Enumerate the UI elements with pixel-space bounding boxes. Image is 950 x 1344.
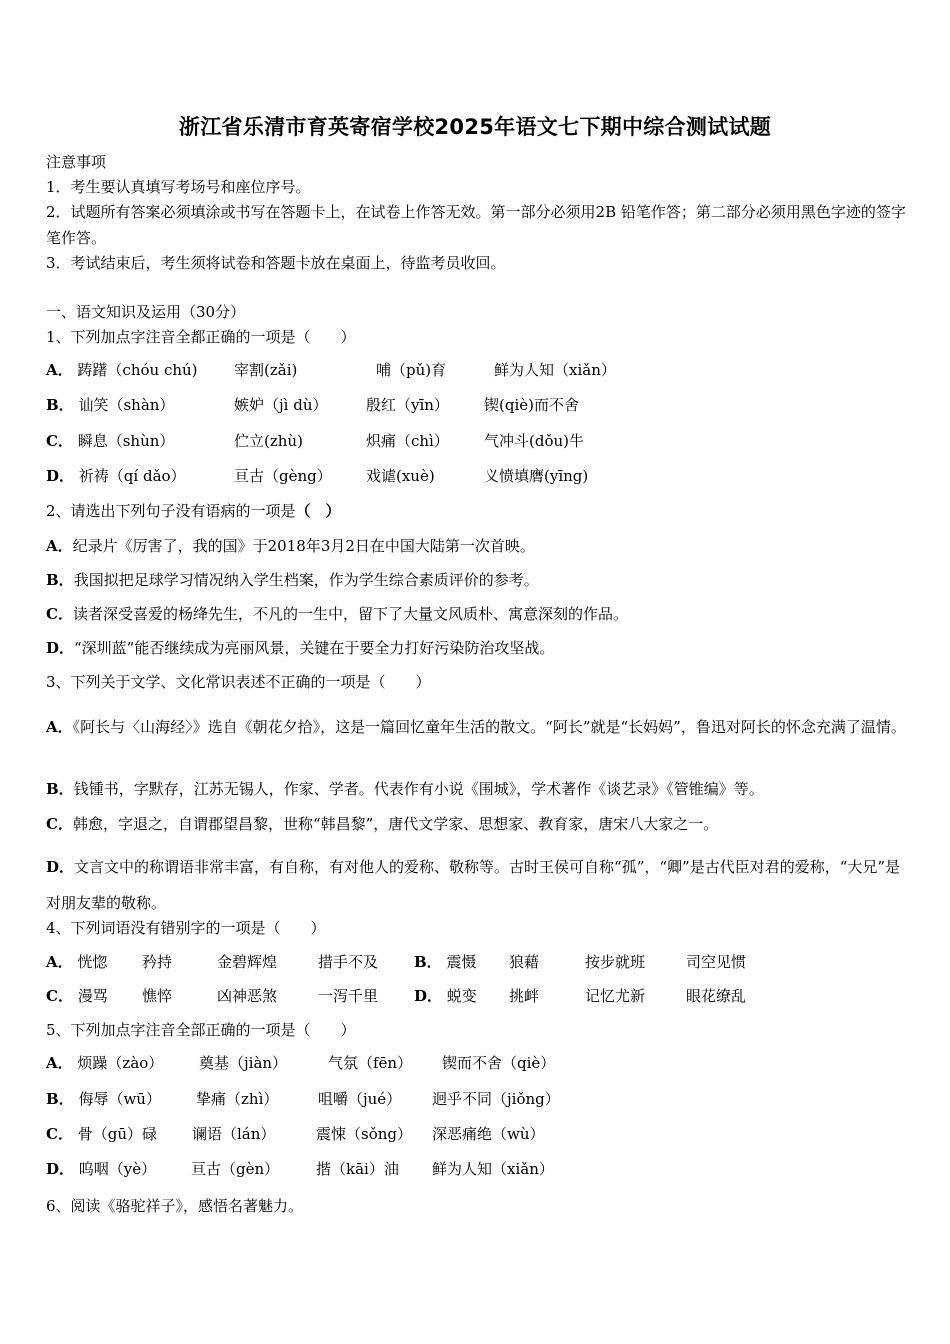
option-text: 韩愈，字退之，自谓郡望昌黎，世称“韩昌黎”，唐代文学家、思想家、教育家，唐宋八大家之一。 bbox=[72, 815, 719, 833]
q3-option-d bbox=[46, 849, 906, 921]
option-item: 震悚（sǒng） bbox=[316, 1125, 412, 1143]
option-item: 咀嚼（jué） bbox=[318, 1090, 402, 1108]
q1-option-c bbox=[46, 431, 174, 451]
option-label: C． bbox=[46, 987, 73, 1005]
option-label: D． bbox=[414, 987, 443, 1005]
option-text: 我国拟把足球学习情况纳入学生档案，作为学生综合素质评价的参考。 bbox=[73, 571, 539, 589]
word-item: 矜持 bbox=[142, 953, 173, 971]
q3-option-a bbox=[46, 709, 906, 745]
section-heading: 一、语文知识及运用（30分） bbox=[46, 303, 246, 321]
option-label: B． bbox=[46, 396, 74, 414]
page-title: 浙江省乐清市育英寄宿学校2025年语文七下期中综合测试试题 bbox=[178, 115, 772, 139]
option-item: 哺（pǔ)育 bbox=[376, 361, 447, 379]
option-item: 呜咽（yè） bbox=[78, 1160, 157, 1178]
notice-item: 1．考生要认真填写考场号和座位序号。 bbox=[46, 178, 311, 196]
option-label: C． bbox=[46, 815, 73, 833]
option-item: 鲜为人知（xiǎn） bbox=[494, 361, 616, 379]
word-item: 震慑 bbox=[446, 953, 477, 971]
question-stem-text: 2、请选出下列句子没有语病的一项是 bbox=[46, 502, 296, 520]
option-label: D． bbox=[46, 1160, 75, 1178]
option-item: 嫉妒（jì dù） bbox=[234, 396, 328, 414]
q5-option-a bbox=[46, 1053, 163, 1073]
q3-option-b bbox=[46, 779, 764, 799]
q1-option-b bbox=[46, 395, 174, 415]
option-label: B． bbox=[46, 1090, 74, 1108]
q2-option-c bbox=[46, 604, 628, 624]
question-stem-1: 1、下列加点字注音全都正确的一项是（ ） bbox=[46, 328, 356, 346]
word-item: 漫骂 bbox=[77, 987, 108, 1005]
option-item: 气冲斗(dǒu)牛 bbox=[484, 432, 584, 450]
word-item: 挑衅 bbox=[509, 987, 540, 1005]
option-text: 纪录片《厉害了，我的国》于2018年3月2日在中国大陆第一次首映。 bbox=[72, 537, 535, 555]
option-label: C． bbox=[46, 432, 73, 450]
q2-option-a bbox=[46, 536, 535, 556]
word-item: 凶神恶煞 bbox=[217, 987, 278, 1005]
q4-option-c bbox=[46, 986, 108, 1006]
option-item: 踌躇（chóu chú) bbox=[77, 361, 198, 379]
option-label: B． bbox=[46, 780, 74, 798]
answer-paren: （ ） bbox=[295, 502, 341, 520]
option-item: 伫立(zhù) bbox=[234, 432, 303, 450]
option-item: 深恶痛绝（wù） bbox=[432, 1125, 545, 1143]
question-stem-3: 3、下列关于文学、文化常识表述不正确的一项是（ ） bbox=[46, 673, 431, 691]
option-item: 义愤填膺(yīng) bbox=[484, 467, 589, 485]
option-text: 文言文中的称谓语非常丰富，有自称，有对他人的爱称、敬称等。古时王侯可自称“孤”，“卿”是古代臣对君的爱称，“大兄”是对朋友辈的敬称。 bbox=[46, 858, 901, 912]
q4-option-b bbox=[414, 952, 476, 972]
option-text: 《阿长与〈山海经〉》选自《朝花夕拾》，这是一篇回忆童年生活的散文。“阿长”就是“长妈妈”，鲁迅对阿长的怀念充满了温情。 bbox=[72, 718, 906, 736]
word-item: 憔悴 bbox=[142, 987, 173, 1005]
option-item: 祈祷（qí dǎo） bbox=[78, 467, 186, 485]
option-label: B． bbox=[46, 571, 74, 589]
word-item: 狼藉 bbox=[509, 953, 540, 971]
option-label: A． bbox=[46, 1054, 73, 1072]
option-item: 骨（gū）碌 bbox=[77, 1125, 157, 1143]
q3-option-c bbox=[46, 814, 718, 834]
option-item: 挚痛（zhì） bbox=[196, 1090, 279, 1108]
word-item: 措手不及 bbox=[318, 953, 379, 971]
option-item: 鲜为人知（xiǎn） bbox=[432, 1160, 554, 1178]
option-item: 瞬息（shùn） bbox=[77, 432, 175, 450]
question-stem-6: 6、阅读《骆驼祥子》，感悟名著魅力。 bbox=[46, 1197, 304, 1215]
question-stem-2 bbox=[46, 501, 341, 521]
word-item: 记忆尤新 bbox=[585, 987, 646, 1005]
option-label: D． bbox=[46, 467, 75, 485]
option-item: 侮辱（wū） bbox=[78, 1090, 161, 1108]
notice-item: 3．考试结束后，考生须将试卷和答题卡放在桌面上，待监考员收回。 bbox=[46, 254, 506, 272]
option-item: 亘古（gèng） bbox=[234, 467, 332, 485]
option-item: 宰割(zǎi) bbox=[234, 361, 298, 379]
question-stem-5: 5、下列加点字注音全部正确的一项是（ ） bbox=[46, 1021, 356, 1039]
q1-option-d bbox=[46, 466, 186, 486]
option-label: A． bbox=[46, 537, 73, 555]
option-label: A． bbox=[46, 718, 73, 736]
question-stem-4: 4、下列词语没有错别字的一项是（ ） bbox=[46, 919, 326, 937]
q5-option-c bbox=[46, 1124, 157, 1144]
word-item: 恍惚 bbox=[77, 953, 108, 971]
q5-option-d bbox=[46, 1159, 156, 1179]
option-item: 殷红（yīn） bbox=[366, 396, 449, 414]
option-label: D． bbox=[46, 639, 75, 657]
q2-option-b bbox=[46, 570, 539, 590]
q4-option-a bbox=[46, 952, 107, 972]
option-item: 烦躁（zào） bbox=[77, 1054, 164, 1072]
word-item: 蜕变 bbox=[446, 987, 477, 1005]
option-item: 讪笑（shàn） bbox=[78, 396, 175, 414]
word-item: 眼花缭乱 bbox=[686, 987, 747, 1005]
word-item: 一泻千里 bbox=[318, 987, 379, 1005]
notice-item: 2．试题所有答案必须填涂或书写在答题卡上，在试卷上作答无效。第一部分必须用2B 铅笔作答；第二部分必须用黑色字迹的签字笔作答。 bbox=[46, 203, 906, 247]
word-item: 金碧辉煌 bbox=[217, 953, 278, 971]
q5-option-b bbox=[46, 1089, 161, 1109]
notice-heading: 注意事项 bbox=[46, 153, 107, 171]
option-item: 气氛（fēn） bbox=[328, 1054, 413, 1072]
option-label: A． bbox=[46, 361, 73, 379]
option-item: 戏谑(xuè) bbox=[366, 467, 435, 485]
q2-option-d bbox=[46, 638, 554, 658]
option-label: D． bbox=[46, 858, 75, 876]
option-item: 锲(qiè)而不舍 bbox=[484, 396, 579, 414]
option-label: B． bbox=[414, 953, 442, 971]
option-item: 揩（kāi）油 bbox=[316, 1160, 399, 1178]
option-label: C． bbox=[46, 605, 73, 623]
option-item: 迥乎不同（jiǒng） bbox=[432, 1090, 560, 1108]
option-text: 钱锺书，字默存，江苏无锡人，作家、学者。代表作有小说《围城》，学术著作《谈艺录》《管锥编》等。 bbox=[73, 780, 764, 798]
q4-option-d bbox=[414, 986, 477, 1006]
word-item: 司空见惯 bbox=[686, 953, 747, 971]
option-item: 奠基（jiàn） bbox=[199, 1054, 288, 1072]
option-label: A． bbox=[46, 953, 73, 971]
option-item: 谰语（lán） bbox=[192, 1125, 276, 1143]
option-text: 读者深受喜爱的杨绛先生，不凡的一生中，留下了大量文风质朴、寓意深刻的作品。 bbox=[72, 605, 628, 623]
option-text: “深圳蓝”能否继续成为亮丽风景，关键在于要全力打好污染防治攻坚战。 bbox=[74, 639, 555, 657]
option-label: C． bbox=[46, 1125, 73, 1143]
q1-option-a bbox=[46, 360, 198, 380]
option-item: 亘古（gèn） bbox=[191, 1160, 280, 1178]
option-item: 锲而不舍（qiè） bbox=[442, 1054, 556, 1072]
option-item: 炽痛（chì） bbox=[366, 432, 449, 450]
word-item: 按步就班 bbox=[585, 953, 646, 971]
